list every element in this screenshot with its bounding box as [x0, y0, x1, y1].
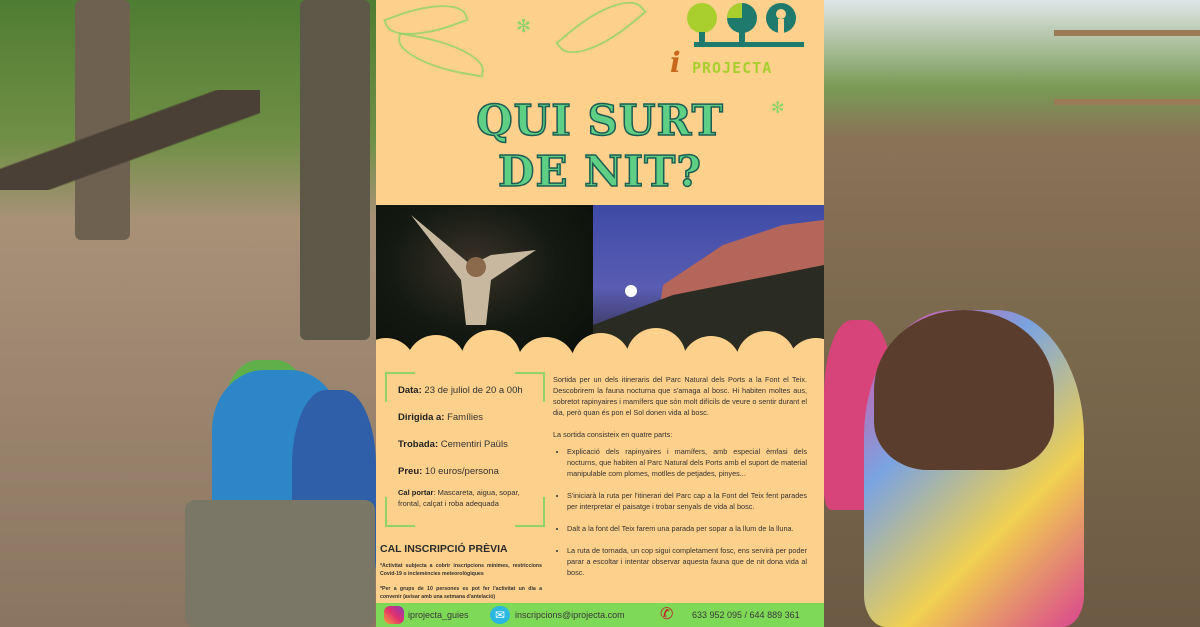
detail-audience: Dirigida a: Famílies: [398, 412, 483, 423]
leaf-star-icon: ✻: [771, 100, 785, 117]
list-item: • La ruta de tornada, un cop sigui completament fosc, ens servirà per poder parar a escoltar i intentar observar aquesta fauna que de nit dona vida al bosc.: [567, 545, 807, 578]
detail-price: Preu: 10 euros/persona: [398, 466, 499, 477]
event-poster: [376, 0, 824, 627]
child-hair: [874, 310, 1054, 470]
phone-icon: ✆: [660, 606, 674, 623]
parts-intro: La sortida consisteix en quatre parts:: [553, 430, 673, 439]
leaf-decoration: [394, 32, 488, 77]
title-line-2: DE NIT?: [498, 147, 702, 196]
intro-text: Sortida per un dels itineraris del Parc Natural dels Ports a la Font el Teix. Descobrirem la fauna nocturna que s'amaga al bosc. Hi habiten moltes aus, sobretot rapinyaires i mamífers que són molt difícils de veure o sentir durant el dia, però quan és pon el Sol donen vida al bosc.: [553, 375, 807, 417]
stairs: [0, 90, 260, 190]
parts-list: [567, 446, 807, 578]
registration-heading: CAL INSCRIPCIÓ PRÈVIA: [380, 543, 508, 555]
detail-date: Data: 23 de juliol de 20 a 00h: [398, 385, 523, 396]
background-photo-left: [0, 0, 376, 627]
tree-trunk: [300, 0, 370, 340]
logo-i: i: [670, 46, 681, 79]
wooden-fence: [1054, 30, 1200, 105]
event-description: [553, 374, 807, 589]
stone-bench: [185, 500, 375, 627]
email-icon: ✉: [490, 606, 510, 624]
background-photo-right: [824, 0, 1200, 627]
note-conditions: *Activitat subjecta a cobrir inscripcions mínimes, restriccions Covid-19 o inclemències meteorològiques: [380, 563, 542, 577]
list-item: • Explicació dels rapinyaires i mamífers, amb especial èmfasi dels nocturns, que habiten al Parc Natural dels Ports amb el suport de material manipulable com plomes, motlles de petjades, pinyes...: [567, 446, 807, 479]
logo-text: PROJECTA: [692, 59, 773, 77]
detail-meeting-point: Trobada: Cementiri Paüls: [398, 439, 508, 450]
detail-bring: Cal portar: Mascareta, aigua, sopar, frontal, calçat i roba adequada: [398, 488, 520, 508]
phone-number[interactable]: 633 952 095 / 644 889 361: [692, 610, 800, 620]
instagram-icon: [384, 606, 404, 624]
event-details: [398, 385, 540, 525]
list-item: • S'iniciarà la ruta per l'itinerari del Parc cap a la Font del Teix fent parades per interpretar el paisatge i trobar senyals de vida al bosc.: [567, 490, 807, 512]
instagram-link[interactable]: iprojecta_guies: [408, 610, 469, 620]
mountain-moon-photo: [593, 205, 824, 355]
title-line-1: QUI SURT: [476, 96, 724, 145]
iprojecta-logo: [666, 2, 816, 78]
list-item: • Dalt a la font del Teix farem una parada per sopar a la llum de la lluna.: [567, 523, 807, 534]
contact-footer: [376, 603, 824, 627]
leaf-star-icon: ✻: [516, 16, 532, 36]
note-groups: *Per a grups de 10 persones es pot fer l'activitat un dia a convenir (avisar amb una setmana d'antelació): [380, 586, 542, 600]
leaf-decoration: [555, 0, 646, 70]
email-link[interactable]: inscripcions@iprojecta.com: [515, 610, 625, 620]
